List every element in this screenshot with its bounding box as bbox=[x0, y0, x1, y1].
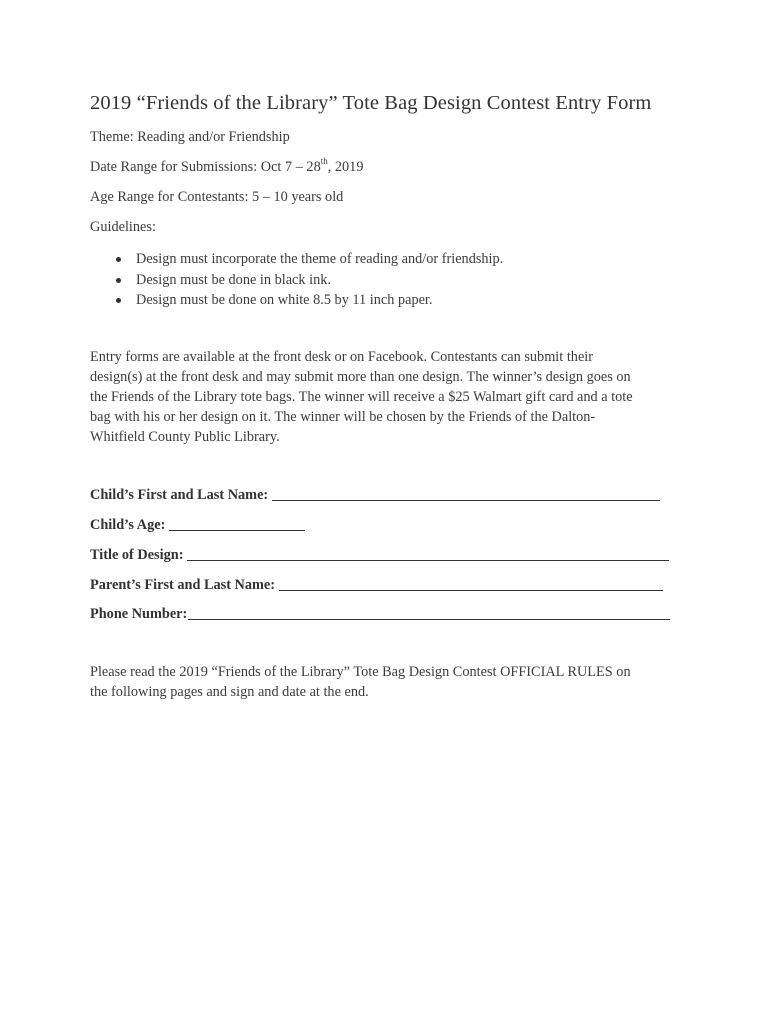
phone-field bbox=[90, 603, 670, 623]
theme-line: Theme: Reading and/or Friendship bbox=[90, 129, 290, 145]
date-range-suffix: , 2019 bbox=[327, 159, 364, 175]
date-range-prefix: Date Range for Submissions: Oct 7 – 28 bbox=[90, 159, 321, 175]
paragraph-line: the following pages and sign and date at the end. bbox=[90, 684, 369, 700]
design-title-label: Title of Design: bbox=[90, 547, 184, 563]
child-name-label: Child’s First and Last Name: bbox=[90, 487, 269, 503]
phone-blank[interactable] bbox=[188, 618, 670, 620]
form-title: 2019 “Friends of the Library” Tote Bag Design Contest Entry Form bbox=[90, 92, 652, 114]
paragraph-line: Please read the 2019 “Friends of the Library” Tote Bag Design Contest OFFICIAL RULES on bbox=[90, 664, 631, 680]
parent-name-label: Parent’s First and Last Name: bbox=[90, 577, 276, 593]
child-age-field bbox=[90, 514, 305, 534]
age-range-line: Age Range for Contestants: 5 – 10 years old bbox=[90, 189, 344, 205]
entry-info-paragraph bbox=[90, 347, 690, 447]
design-title-field bbox=[90, 544, 669, 564]
paragraph-line: Whitfield County Public Library. bbox=[90, 429, 280, 445]
guideline-item: Design must be done in black ink. bbox=[114, 270, 503, 291]
closing-paragraph bbox=[90, 662, 690, 702]
date-range-line bbox=[90, 156, 364, 176]
paragraph-line: the Friends of the Library tote bags. The winner will receive a $25 Walmart gift card and a tote bbox=[90, 389, 633, 405]
paragraph-line: bag with his or her design on it. The winner will be chosen by the Friends of the Dalton- bbox=[90, 409, 596, 425]
child-name-field bbox=[90, 484, 660, 504]
phone-label: Phone Number: bbox=[90, 606, 188, 622]
design-title-blank[interactable] bbox=[187, 559, 669, 561]
parent-name-field bbox=[90, 574, 663, 594]
guideline-item: Design must incorporate the theme of reading and/or friendship. bbox=[114, 249, 503, 270]
paragraph-line: Entry forms are available at the front desk or on Facebook. Contestants can submit their bbox=[90, 349, 594, 365]
guidelines-list bbox=[114, 249, 503, 311]
date-range-superscript: th bbox=[320, 156, 328, 167]
paragraph-line: design(s) at the front desk and may submit more than one design. The winner’s design goes on bbox=[90, 369, 631, 385]
child-name-blank[interactable] bbox=[272, 499, 660, 501]
child-age-label: Child’s Age: bbox=[90, 517, 166, 533]
parent-name-blank[interactable] bbox=[279, 589, 663, 591]
child-age-blank[interactable] bbox=[169, 529, 305, 531]
guidelines-heading: Guidelines: bbox=[90, 219, 156, 235]
guideline-item: Design must be done on white 8.5 by 11 inch paper. bbox=[114, 290, 503, 311]
